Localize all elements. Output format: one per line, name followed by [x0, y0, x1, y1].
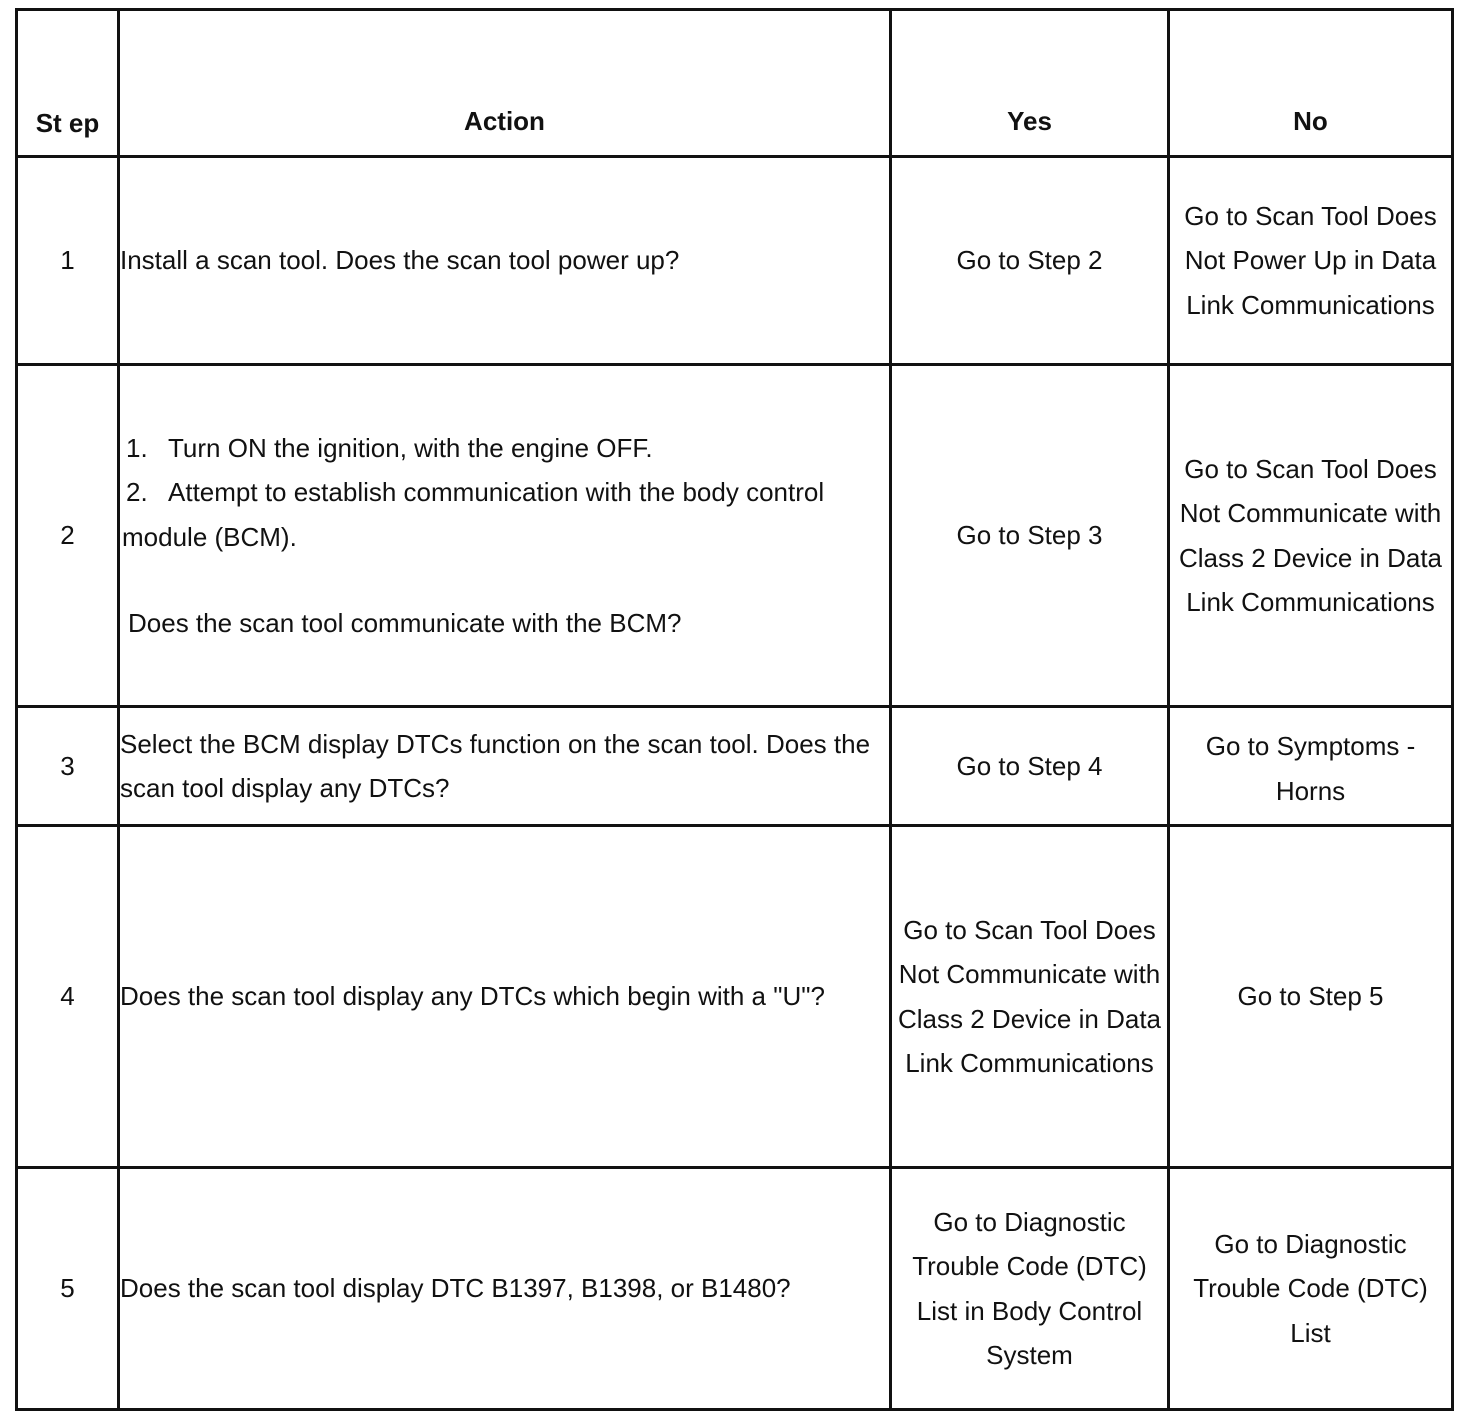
- yes-result: Go to Diagnostic Trouble Code (DTC) List in Body Control System: [891, 1168, 1169, 1410]
- no-result: Go to Step 5: [1169, 826, 1453, 1168]
- list-item: [120, 426, 889, 471]
- table-row: [17, 707, 1453, 826]
- step-number: 3: [17, 707, 119, 826]
- list-number: 2.: [126, 477, 148, 507]
- yes-result: Go to Step 2: [891, 157, 1169, 365]
- header-yes: Yes: [891, 10, 1169, 157]
- header-no: No: [1169, 10, 1453, 157]
- step-number: 1: [17, 157, 119, 365]
- header-row: [17, 10, 1453, 157]
- action-cell: [119, 365, 891, 707]
- table-row: [17, 365, 1453, 707]
- yes-result: Go to Scan Tool Does Not Communicate with Class 2 Device in Data Link Communications: [891, 826, 1169, 1168]
- no-result: Go to Scan Tool Does Not Communicate with Class 2 Device in Data Link Communications: [1169, 365, 1453, 707]
- table-row: [17, 826, 1453, 1168]
- header-action: Action: [119, 10, 891, 157]
- no-result: Go to Symptoms - Horns: [1169, 707, 1453, 826]
- table-row: [17, 157, 1453, 365]
- no-result: Go to Diagnostic Trouble Code (DTC) List: [1169, 1168, 1453, 1410]
- step-number: 4: [17, 826, 119, 1168]
- yes-result: Go to Step 3: [891, 365, 1169, 707]
- action-question: Does the scan tool communicate with the BCM?: [128, 608, 682, 638]
- action-text: Select the BCM display DTCs function on the scan tool. Does the scan tool display any DTCs?: [119, 707, 891, 826]
- action-list: [120, 426, 889, 560]
- no-result: Go to Scan Tool Does Not Power Up in Data Link Communications: [1169, 157, 1453, 365]
- step-number: 5: [17, 1168, 119, 1410]
- step-number: 2: [17, 365, 119, 707]
- yes-result: Go to Step 4: [891, 707, 1169, 826]
- header-step: St ep: [17, 10, 119, 157]
- list-text: Attempt to establish communication with the body control module (BCM).: [122, 477, 825, 552]
- action-text: Does the scan tool display any DTCs which begin with a "U"?: [119, 826, 891, 1168]
- table-row: [17, 1168, 1453, 1410]
- list-number: 1.: [126, 432, 148, 463]
- action-text: Does the scan tool display DTC B1397, B1398, or B1480?: [119, 1168, 891, 1410]
- list-text: Turn ON the ignition, with the engine OFF.: [168, 432, 653, 463]
- spacer: [120, 559, 889, 601]
- list-item: [120, 470, 889, 559]
- diagnostic-table: [15, 8, 1454, 1411]
- action-text: Install a scan tool. Does the scan tool power up?: [119, 157, 891, 365]
